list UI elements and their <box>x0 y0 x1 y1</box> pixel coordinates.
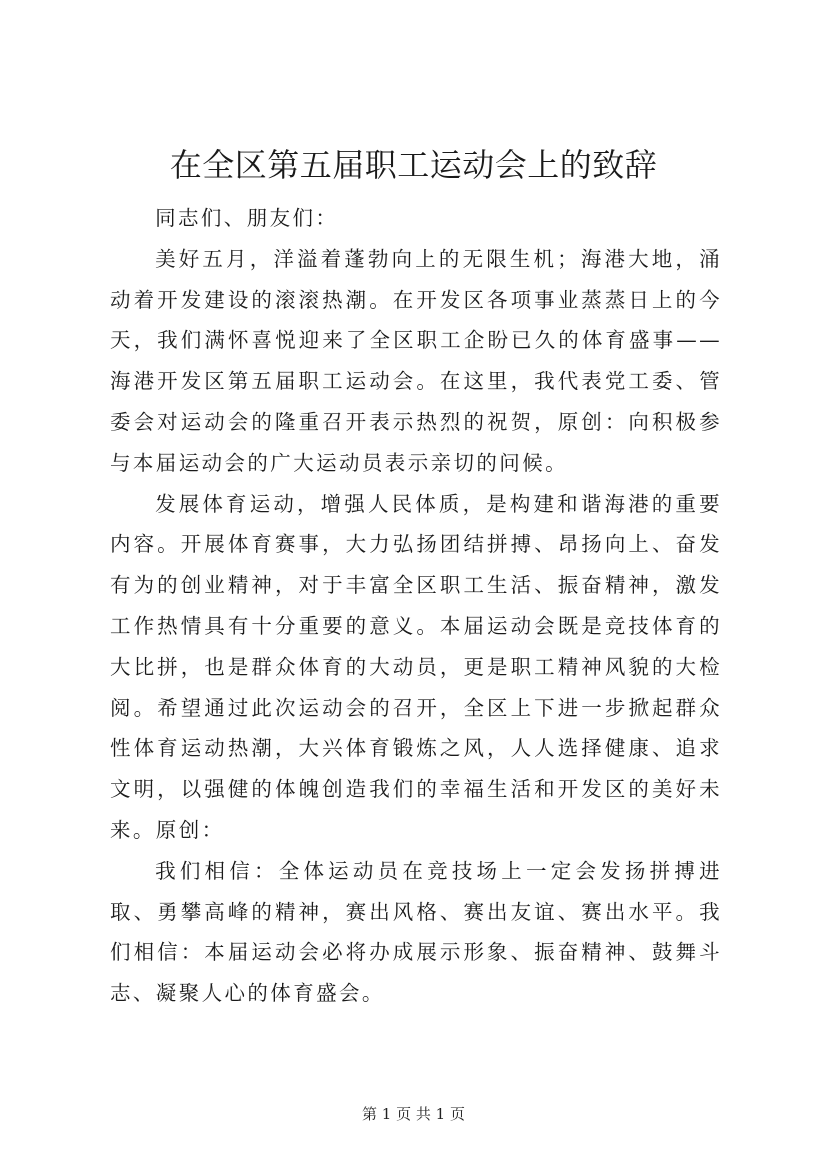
document-title: 在全区第五届职工运动会上的致辞 <box>169 146 658 184</box>
paragraph: 美好五月，洋溢着蓬勃向上的无限生机；海港大地，涌动着开发建设的滚滚热潮。在开发区各项事业蒸蒸日上的今天，我们满怀喜悦迎来了全区职工企盼已久的体育盛事——海港开发区第五届职工运动会。在这里，我代表党工委、管委会对运动会的隆重召开表示热烈的祝贺，原创：向积极参与本届运动会的广大运动员表示亲切的问候。 <box>110 246 722 475</box>
document-body <box>110 198 722 1014</box>
paragraph: 发展体育运动，增强人民体质，是构建和谐海港的重要内容。开展体育赛事，大力弘扬团结拼搏、昂扬向上、奋发有为的创业精神，对于丰富全区职工生活、振奋精神，激发工作热情具有十分重要的意义。本届运动会既是竞技体育的大比拼，也是群众体育的大动员，更是职工精神风貌的大检阅。希望通过此次运动会的召开，全区上下进一步掀起群众性体育运动热潮，大兴体育锻炼之风，人人选择健康、追求文明，以强健的体魄创造我们的幸福生活和开发区的美好未来。原创： <box>110 491 722 842</box>
page-footer: 第 1 页 共 1 页 <box>362 1105 465 1123</box>
salutation: 同志们、朋友们： <box>155 206 339 230</box>
paragraph: 我们相信：全体运动员在竞技场上一定会发扬拼搏进取、勇攀高峰的精神，赛出风格、赛出友谊、赛出水平。我们相信：本届运动会必将办成展示形象、振奋精神、鼓舞斗志、凝聚人心的体育盛会。 <box>110 858 722 1006</box>
